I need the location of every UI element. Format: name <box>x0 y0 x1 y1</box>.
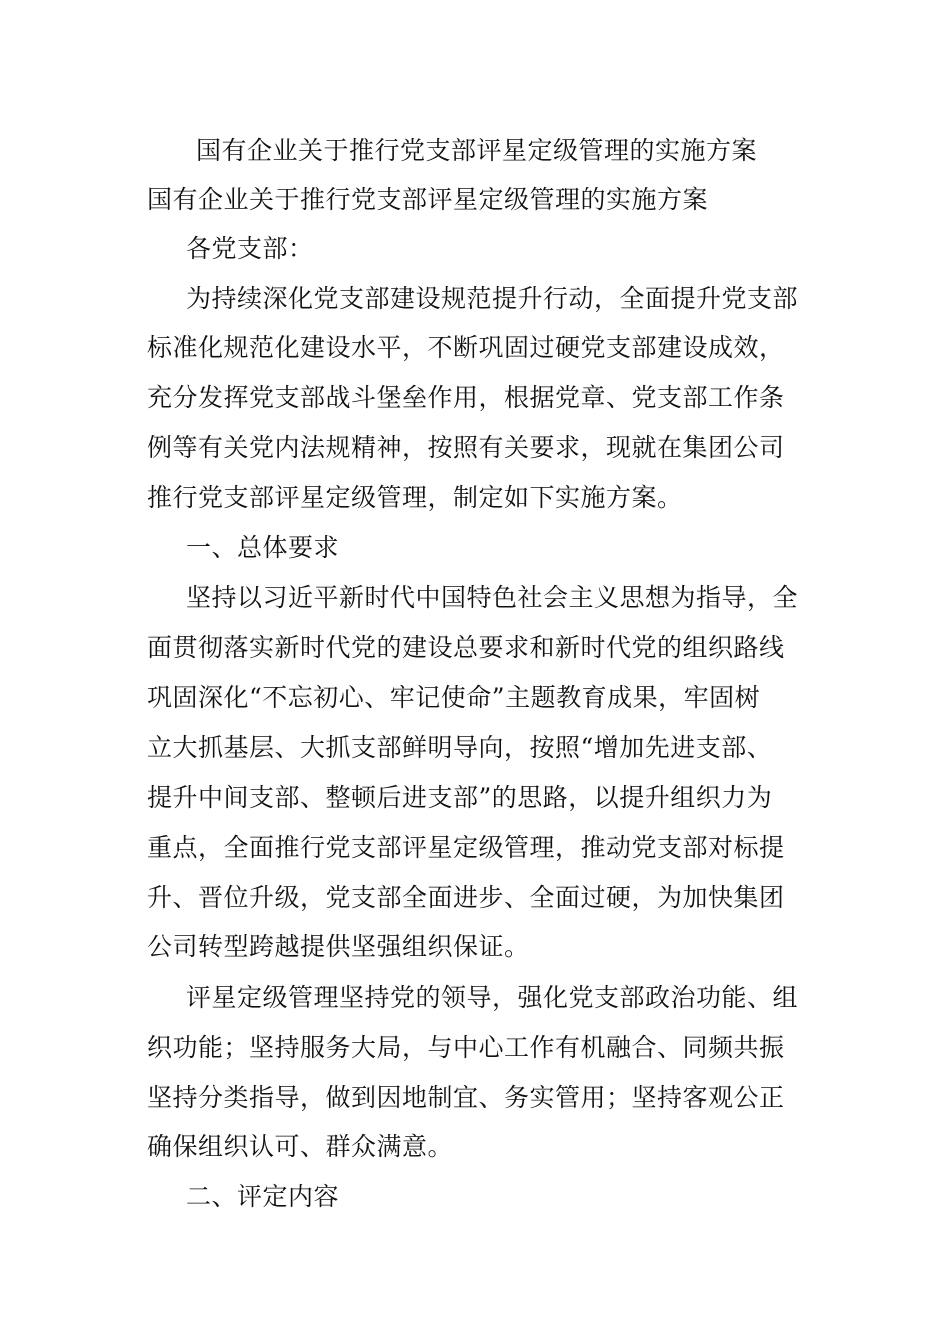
document-title-repeat: 国有企业关于推行党支部评星定级管理的实施方案 <box>147 185 709 214</box>
paragraph-2-line: 立大抓基层、大抓支部鲜明导向，按照“增加先进支部、 <box>147 733 773 762</box>
paragraph-3-line: 评星定级管理坚持党的领导，强化党支部政治功能、组 <box>186 983 799 1012</box>
paragraph-3-line: 织功能；坚持服务大局，与中心工作有机融合、同频共振 <box>147 1033 785 1062</box>
paragraph-1-line: 为持续深化党支部建设规范提升行动，全面提升党支部 <box>186 284 799 313</box>
section-heading-evaluation-content: 二、评定内容 <box>186 1182 340 1211</box>
paragraph-2-line: 升、晋位升级，党支部全面进步、全面过硬，为加快集团 <box>147 883 785 912</box>
paragraph-2-line: 提升中间支部、整顿后进支部”的思路，以提升组织力为 <box>147 783 773 812</box>
document-title: 国有企业关于推行党支部评星定级管理的实施方案 <box>196 136 758 165</box>
paragraph-1-line: 充分发挥党支部战斗堡垒作用，根据党章、党支部工作条 <box>147 383 785 412</box>
paragraph-2-line: 坚持以习近平新时代中国特色社会主义思想为指导，全 <box>186 583 799 612</box>
paragraph-2-line: 重点，全面推行党支部评星定级管理，推动党支部对标提 <box>147 833 785 862</box>
paragraph-3-line: 坚持分类指导，做到因地制宜、务实管用；坚持客观公正 <box>147 1083 785 1112</box>
paragraph-1-line: 推行党支部评星定级管理，制定如下实施方案。 <box>147 483 683 512</box>
paragraph-2-line: 公司转型跨越提供坚强组织保证。 <box>147 932 530 961</box>
paragraph-1-line: 例等有关党内法规精神，按照有关要求，现就在集团公司 <box>147 433 785 462</box>
paragraph-1-line: 标准化规范化建设水平，不断巩固过硬党支部建设成效， <box>147 333 785 362</box>
section-heading-general-requirements: 一、总体要求 <box>186 533 340 562</box>
salutation: 各党支部： <box>186 234 314 263</box>
paragraph-2-line: 巩固深化“不忘初心、牢记使命”主题教育成果，牢固树 <box>147 683 761 712</box>
paragraph-3-line: 确保组织认可、群众满意。 <box>147 1132 454 1161</box>
paragraph-2-line: 面贯彻落实新时代党的建设总要求和新时代党的组织路线 <box>147 633 785 662</box>
